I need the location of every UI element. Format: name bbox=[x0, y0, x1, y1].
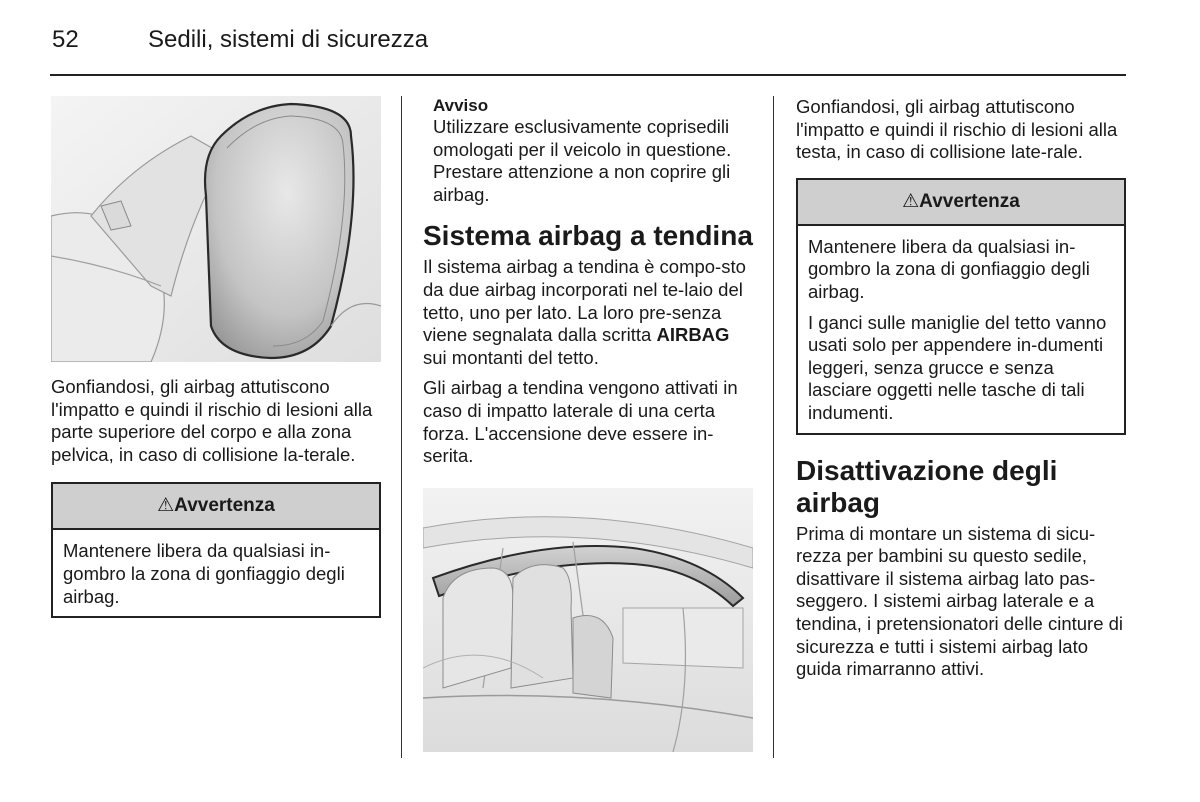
notice-text: Utilizzare esclusivamente coprisedili omologati per il veicolo in questione. Prestare attenzione a non coprire gli airbag. bbox=[433, 116, 732, 205]
warning-body bbox=[798, 226, 1124, 433]
warning-box bbox=[51, 482, 381, 618]
section-title: Sedili, sistemi di sicurezza bbox=[148, 26, 429, 53]
warning-text: Mantenere libera da qualsiasi in-gombro la zona di gonfiaggio degli airbag. bbox=[808, 235, 1090, 302]
column-divider bbox=[773, 96, 774, 758]
warning-header bbox=[53, 484, 379, 530]
side-airbag-illustration bbox=[51, 96, 381, 362]
body-paragraph bbox=[423, 256, 758, 369]
page-number: 52 bbox=[52, 26, 79, 53]
warning-title: Avvertenza bbox=[919, 190, 1020, 212]
section-heading: Sistema airbag a tendina bbox=[423, 220, 753, 252]
body-paragraph: Gonfiandosi, gli airbag attutiscono l'impatto e quindi il rischio di lesioni alla parte superiore del corpo e alla zona pelvica, in caso di collisione la-terale. bbox=[51, 376, 373, 465]
text-run: Il sistema airbag a tendina è compo-sto da due airbag incorporati nel te-laio del tetto, uno per lato. La loro pre-senza viene segnalata dalla scritta bbox=[423, 256, 746, 346]
warning-text: I ganci sulle maniglie del tetto vanno usati solo per appendere in-dumenti leggeri, senza grucce e senza lasciare oggetti nelle tasche di tali indumenti. bbox=[808, 311, 1107, 423]
column-3 bbox=[796, 96, 1126, 681]
page-header bbox=[52, 26, 429, 54]
section-heading: Disattivazione degli airbag bbox=[796, 454, 1058, 518]
body-paragraph: Gonfiandosi, gli airbag attutiscono l'impatto e quindi il rischio di lesioni alla testa, in caso di collisione late-rale. bbox=[796, 96, 1118, 163]
notice-title: Avviso bbox=[433, 96, 489, 115]
curtain-airbag-illustration bbox=[423, 488, 753, 752]
warning-text: Mantenere libera da qualsiasi in-gombro la zona di gonfiaggio degli airbag. bbox=[63, 540, 345, 607]
column-2 bbox=[423, 96, 758, 752]
column-1 bbox=[51, 96, 381, 618]
column-divider bbox=[401, 96, 402, 758]
text-run: sui montanti del tetto. bbox=[423, 346, 599, 368]
warning-header bbox=[798, 180, 1124, 226]
warning-box bbox=[796, 178, 1126, 435]
body-paragraph: Prima di montare un sistema di sicu-rezza per bambini su questo sedile, disattivare il sistema airbag lato pas-seggero. I sistemi airbag laterale e a tendina, i pretensionatori delle cinture di sicurezza e tutti i sistemi airbag lato guida rimarranno attivi. bbox=[796, 522, 1124, 680]
header-rule bbox=[50, 74, 1126, 76]
body-paragraph: Gli airbag a tendina vengono attivati in caso di impatto laterale di una certa forza. L'accensione deve essere in-serita. bbox=[423, 377, 738, 467]
warning-icon: ⚠ bbox=[157, 495, 175, 517]
airbag-label: AIRBAG bbox=[656, 324, 730, 346]
warning-body bbox=[53, 530, 379, 616]
warning-icon: ⚠ bbox=[902, 190, 920, 212]
warning-title: Avvertenza bbox=[174, 495, 275, 517]
